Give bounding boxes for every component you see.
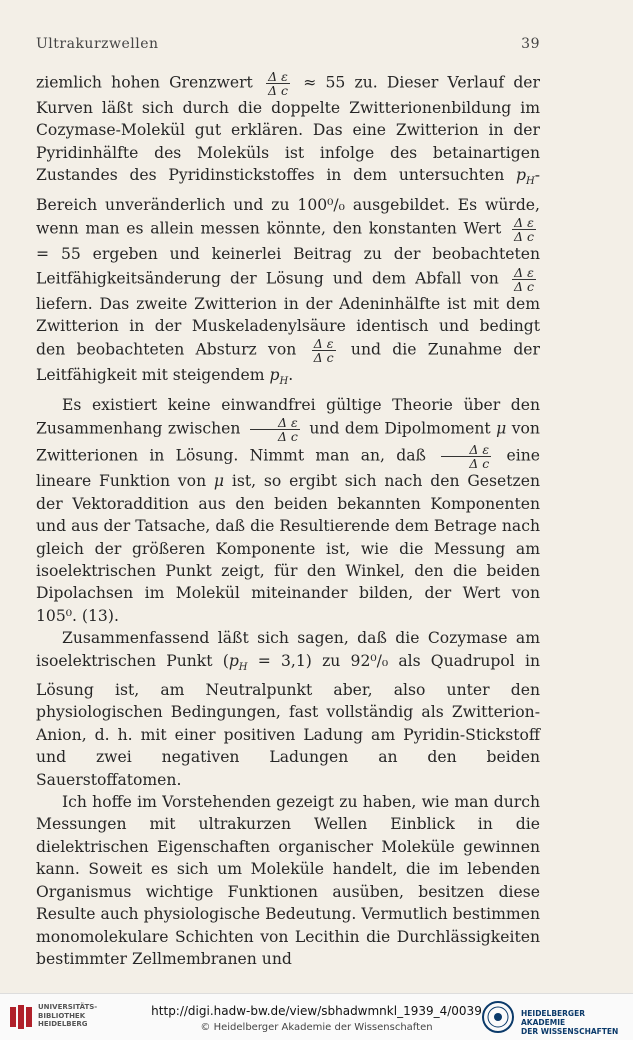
academy-seal-icon	[481, 1000, 515, 1034]
fraction-delta-eps-delta-c: $\frac{\text{Δ ε}}{\text{Δ c}}$	[441, 443, 491, 470]
permalink-url[interactable]: http://digi.hadw-bw.de/view/sbhadwmnkl_1939_4/0039	[151, 1004, 482, 1018]
ph-symbol: $p_H$	[516, 166, 535, 188]
ph-symbol: $p_H$	[269, 366, 289, 388]
running-title: Ultrakurzwellen	[36, 36, 159, 52]
mu-symbol: μ	[213, 472, 225, 491]
paragraph-3: Zusammenfassend läßt sich sagen, daß die Cozymase am isoelektrischen Punkt $(p_H = 3,1)$ zu 92⁰/₀ als Quadrupol in Lösung ist, am Neutralpunkt aber, also unter den physiologischen Bedingungen, fast vollständig als Zwitterion-Anion, d. h. mit einer positiven Ladung am Pyridin-Stickstoff und zwei negativen Ladungen an den beiden Sauerstoffatomen.	[36, 629, 540, 789]
fraction-delta-eps-delta-c: $\frac{\text{Δ ε}}{\text{Δ c}}$	[313, 336, 334, 366]
page-number: 39	[521, 36, 540, 52]
fraction-delta-eps-delta-c: $\frac{\text{Δ ε}}{\text{Δ c}}$	[513, 215, 534, 245]
paragraph-1: ziemlich hohen Grenzwert $\frac{\text{Δ ε}}{\text{Δ c}}$ ≈ 55 zu. Dieser Verlauf der Kurven läßt sich durch die doppelte Zwitterionenbildung im Cozymase-Molekül gut erklären. Das eine Zwitterion in der Pyridinhälfte des Moleküls ist infolge des betainartigen Zustandes des Pyridinstickstoffes in dem untersuchten $p_H$-Bereich unveränderlich und zu 100⁰/₀ ausgebildet. Es würde, wenn man es allein messen könnte, den konstanten Wert $\frac{\text{Δ ε}}{\text{Δ c}}$ = 55 ergeben und keinerlei Beitrag zu der beobachteten Leitfähigkeitsänderung der Lösung und dem Abfall von $\frac{\text{Δ ε}}{\text{Δ c}}$ liefern. Das zweite Zwitterion in der Adeninhälfte ist mit dem Zwitterion in der Muskeladenylsäure identisch und bedingt den beobachteten Absturz von $\frac{\text{Δ ε}}{\text{Δ c}}$ und die Zunahme der Leitfähigkeit mit steigendem $p_H$.	[36, 69, 540, 388]
paragraph-4: Ich hoffe im Vorstehenden gezeigt zu haben, wie man durch Messungen mit ultrakurzen Wellen Einblick in die dielektrischen Eigenschaften organischer Moleküle gewinnen kann. Soweit es sich um Moleküle handelt, die im lebenden Organismus wichtige Funktionen ausüben, besitzen diese Resulte auch physiologische Bedeutung. Vermutlich bestimmen monomolekulare Schichten von Lecithin die Durchlässigkeiten bestimmter Zellmembranen und	[36, 793, 540, 968]
academy-logo-text: HEIDELBERGER AKADEMIE DER WISSENSCHAFTEN	[521, 1009, 619, 1036]
viewer-footer	[0, 993, 633, 1040]
library-logo-text: UNIVERSITÄTS- BIBLIOTHEK HEIDELBERG	[38, 1003, 98, 1028]
mu-symbol: μ	[496, 419, 507, 438]
paragraph-2: Es existiert keine einwandfrei gültige Theorie über den Zusammenhang zwischen $\frac{\text{Δ ε}}{\text{Δ c}}$ und dem Dipolmoment μ von Zwitterionen in Lösung. Nimmt man an, daß $\frac{\text{Δ ε}}{\text{Δ c}}$ eine lineare Funktion von μ ist, so ergibt sich nach den Gesetzen der Vektoraddition aus den beiden bekannten Komponenten und aus der Tatsache, daß die Resultierende dem Betrage nach gleich der größeren Komponente ist, wie die Messung am isoelektrischen Punkt zeigt, für den Winkel, den die beiden Dipolachsen im Molekül miteinander bilden, der Wert von 105⁰. (13).	[36, 395, 540, 625]
ph-symbol: $p_H$	[228, 651, 248, 673]
copyright-notice: © Heidelberger Akademie der Wissenschaften	[200, 1022, 433, 1033]
running-header	[36, 36, 540, 52]
fraction-delta-eps-delta-c: $\frac{\text{Δ ε}}{\text{Δ c}}$	[250, 416, 300, 443]
page-body	[36, 70, 540, 970]
fraction-delta-eps-delta-c: $\frac{\text{Δ ε}}{\text{Δ c}}$	[268, 69, 289, 98]
academy-logo[interactable]	[481, 1000, 627, 1034]
fraction-delta-eps-delta-c: $\frac{\text{Δ ε}}{\text{Δ c}}$	[513, 264, 534, 294]
